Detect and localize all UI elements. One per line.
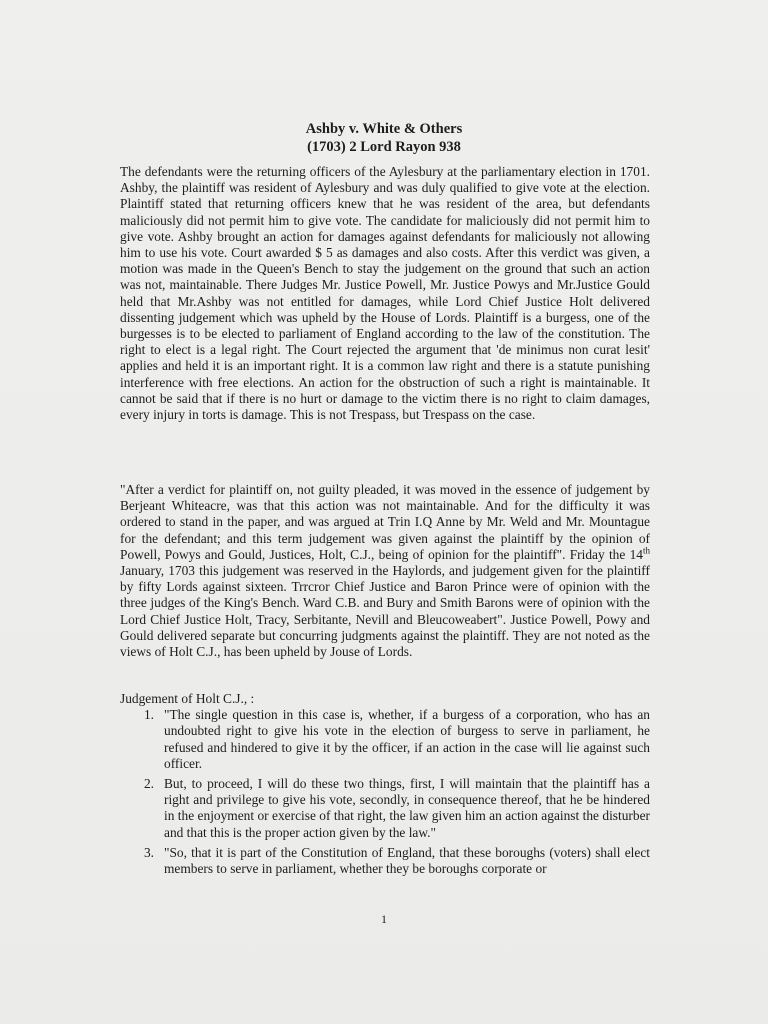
quoted-paragraph-text (120, 482, 650, 660)
page-number: 1 (381, 912, 387, 926)
case-title (0, 120, 768, 156)
quoted-paragraph (120, 482, 650, 660)
list-item (120, 845, 650, 877)
list-item (120, 707, 650, 772)
case-citation: (1703) 2 Lord Rayon 938 (307, 139, 461, 155)
quoted-paragraph-part-2: January, 1703 this judgement was reserved in the Haylords, and judgement given for the plaintiff by fifty Lords against sixteen. Trrcror Chief Justice and Baron Prince were of opinion with the three judges of the King's Bench. Ward C.B. and Bury and Smith Barons were of opinion with the Lord Chief Justice Holt, Tracy, Serbitante, Nevill and Bleucoweabert". Justice Powell, Powy and Gould delivered separate but concurring judgments against the plaintiff. They are not noted as the views of Holt C.J., has been upheld by Jouse of Lords. (120, 563, 650, 660)
judgement-points (120, 707, 650, 877)
list-item-number: 1. (143, 707, 154, 723)
list-item-text: "The single question in this case is, whether, if a burgess of a corporation, who has an undoubted right to give his vote in the election of burgess to serve in parliament, he refused and hindered to give it by the officer, if an action in the case will lie against such officer. (164, 707, 650, 771)
list-item-text: "So, that it is part of the Constitution of England, that these boroughs (voters) shall elect members to serve in parliament, whether they be boroughs corporate or (164, 844, 650, 877)
quoted-paragraph-part-1: "After a verdict for plaintiff on, not guilty pleaded, it was moved in the essence of judgement by Berjeant Whiteacre, was that this action was not maintainable. And for the difficulty it was ordered to stand in the paper, and was argued at Trin I.Q Anne by Mr. Weld and Mr. Mountague for the defendant; and this term judgement was given against the plaintiff by the opinion of Powell, Powys and Gould, Justices, Holt, C.J., being of opinion for the plaintiff". Friday the 14 (120, 482, 650, 562)
list-item-text: But, to proceed, I will do these two things, first, I will maintain that the plaintiff has a right and privilege to give his vote, secondly, in consequence thereof, that he be hindered in the enjoyment or exercise of that right, the law given him an action against the disturber and that this is the proper action given by the law." (164, 776, 650, 840)
list-item-number: 2. (143, 776, 154, 792)
facts-paragraph-text: The defendants were the returning officers of the Aylesbury at the parliamentary election in 1701. Ashby, the plaintiff was resident of Aylesbury and was duly qualified to give vote at the election. Plaintiff stated that returning officers knew that he was resident of the area, but defendants maliciously did not permit him to give vote. The candidate for maliciously did not permit him to give vote. Ashby brought an action for damages against defendants for maliciously not allowing him to use his vote. Court awarded $ 5 as damages and also costs. After this verdict was given, a motion was made in the Queen's Bench to stay the judgement on the ground that such an action was not, maintainable. There Judges Mr. Justice Powell, Mr. Justice Powys and Mr.Justice Gould held that Mr.Ashby was not entitled for damages, while Lord Chief Justice Holt delivered dissenting judgement which was upheld by the House of Lords. Plaintiff is a burgess, one of the burgesses is to be elected to parliament of England according to the law of the constitution. The right to elect is a legal right. The Court rejected the argument that 'de minimus non curat lesit' applies and held it is an important right. It is a common law right and there is a statute punishing interference with free elections. An action for the obstruction of such a right is maintainable. It cannot be said that if there is no hurt or damage to the victim there is no right to claim damages, every injury in torts is damage. This is not Trespass, but Trespass on the case. (120, 164, 650, 423)
ordinal-superscript: th (642, 545, 650, 556)
facts-paragraph (120, 164, 650, 423)
judgement-heading: Judgement of Holt C.J., : (120, 691, 255, 706)
judgement-section (120, 691, 650, 881)
list-item (120, 776, 650, 841)
case-title-line-1: Ashby v. White & Others (305, 121, 463, 137)
list-item-number: 3. (143, 844, 154, 860)
